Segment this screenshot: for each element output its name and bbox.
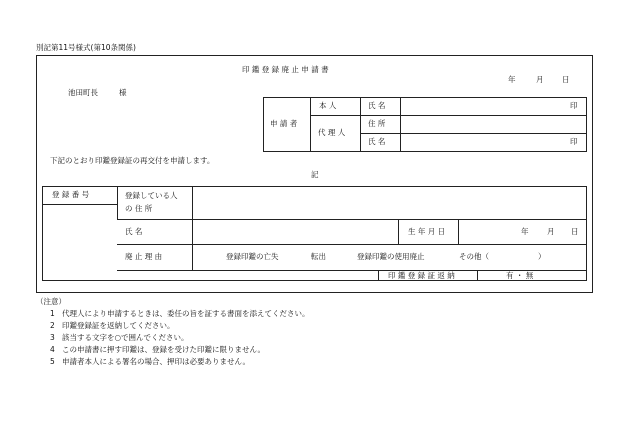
reason-other[interactable]: その他（ [459,252,489,261]
self-name-field[interactable] [402,98,567,114]
date-year: 年 [508,75,516,84]
proxy-address-label: 住 所 [368,119,386,128]
proxy-seal-mark: 印 [570,137,578,146]
dob-day: 日 [571,227,579,236]
form-id: 別記第11号様式(第10条関係) [36,43,136,52]
reason-label: 廃 止 理 由 [125,252,163,261]
date-day: 日 [562,75,570,84]
addressee-name: 池田町長 [68,88,98,97]
note-number: 3 [50,333,55,342]
detail-name-label: 氏 名 [125,227,143,236]
applicant-self-label: 本 人 [319,101,337,110]
reason-other-close: ） [538,252,546,261]
note-text: 該当する文字を○で囲んでください。 [62,333,189,342]
proxy-name-label: 氏 名 [368,137,386,146]
registered-address-label: の 住 所 [125,204,153,213]
proxy-address-field[interactable] [402,116,585,132]
reg-number-field[interactable] [44,205,116,218]
reason-lost-seal[interactable]: 登録印鑑の亡失 [226,252,279,261]
dob-month: 月 [547,227,555,236]
note-text: 印鑑登録証を返納してください。 [62,321,175,330]
self-name-label: 氏 名 [368,101,386,110]
note-number: 1 [50,309,55,318]
applicant-proxy-label: 代 理 人 [318,128,346,137]
note-text: 代理人により申請するときは、委任の旨を証する書面を添えてください。 [62,309,310,318]
date-month: 月 [536,75,544,84]
request-text: 下記のとおり印鑑登録証の再交付を申請します。 [50,156,215,165]
return-label: 印 鑑 登 録 証 返 納 [388,271,455,280]
return-choice[interactable]: 有 ・ 無 [506,271,534,280]
note-text: この申請書に押す印鑑は、登録を受けた印鑑に限りません。 [62,345,265,354]
dob-year: 年 [521,227,529,236]
proxy-name-field[interactable] [402,134,567,151]
reg-number-label: 登 録 番 号 [52,190,90,199]
note-text: 申請者本人による署名の場合、押印は必要ありません。 [62,357,250,366]
detail-name-field[interactable] [194,221,396,242]
reason-seal-discontinued[interactable]: 登録印鑑の使用廃止 [357,252,425,261]
note-number: 4 [50,345,55,354]
self-seal-mark: 印 [570,101,578,110]
applicant-label: 申 請 者 [270,119,298,128]
notes-heading: （注意） [36,297,66,306]
dob-label: 生 年 月 日 [408,227,446,236]
form-title: 印 鑑 登 録 廃 止 申 請 書 [242,65,329,74]
addressee-suffix: 様 [119,88,127,97]
registered-person-label: 登録している人 [125,191,178,200]
note-number: 5 [50,357,55,366]
registered-address-field[interactable] [194,188,585,217]
note-number: 2 [50,321,55,330]
reason-moved-out[interactable]: 転出 [311,252,326,261]
record-heading: 記 [311,170,319,179]
